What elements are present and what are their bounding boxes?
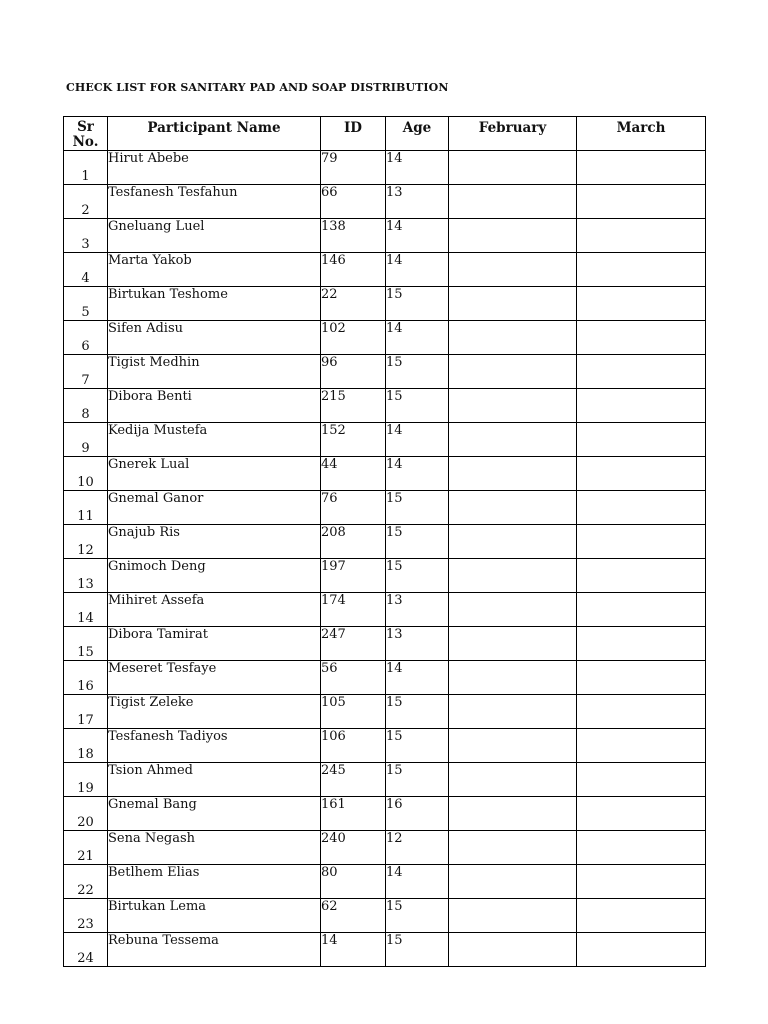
table-row [64, 865, 706, 899]
table-row [64, 253, 706, 287]
february-check-cell[interactable] [449, 151, 577, 185]
table-row [64, 763, 706, 797]
participant-name-cell: Tesfanesh Tesfahun [108, 185, 321, 219]
february-check-cell[interactable] [449, 185, 577, 219]
participant-name-cell: Kedija Mustefa [108, 423, 321, 457]
march-check-cell[interactable] [577, 355, 706, 389]
participant-age-cell: 13 [386, 627, 449, 661]
participant-name-cell: Sena Negash [108, 831, 321, 865]
february-check-cell[interactable] [449, 661, 577, 695]
participant-name-cell: Gnemal Ganor [108, 491, 321, 525]
february-check-cell[interactable] [449, 627, 577, 661]
participant-age-cell: 15 [386, 899, 449, 933]
sr-number-cell: 13 [64, 559, 108, 593]
participant-id-cell: 44 [321, 457, 386, 491]
participant-rows [64, 151, 706, 967]
column-header-sr-no: Sr No. [64, 117, 108, 151]
february-check-cell[interactable] [449, 287, 577, 321]
sr-number-cell: 19 [64, 763, 108, 797]
table-row [64, 899, 706, 933]
participant-age-cell: 14 [386, 457, 449, 491]
sr-number-cell: 12 [64, 525, 108, 559]
participant-age-cell: 15 [386, 559, 449, 593]
table-row [64, 321, 706, 355]
table-row [64, 933, 706, 967]
participant-name-cell: Tsion Ahmed [108, 763, 321, 797]
march-check-cell[interactable] [577, 185, 706, 219]
participant-name-cell: Gnajub Ris [108, 525, 321, 559]
february-check-cell[interactable] [449, 219, 577, 253]
march-check-cell[interactable] [577, 729, 706, 763]
sr-number-cell: 1 [64, 151, 108, 185]
participant-id-cell: 96 [321, 355, 386, 389]
table-row [64, 661, 706, 695]
header-row [64, 117, 706, 151]
participant-id-cell: 161 [321, 797, 386, 831]
sr-number-cell: 24 [64, 933, 108, 967]
february-check-cell[interactable] [449, 253, 577, 287]
participant-age-cell: 15 [386, 525, 449, 559]
sr-number-cell: 5 [64, 287, 108, 321]
participant-name-cell: Marta Yakob [108, 253, 321, 287]
sr-number-cell: 22 [64, 865, 108, 899]
table-row [64, 457, 706, 491]
participant-age-cell: 16 [386, 797, 449, 831]
sr-number-cell: 3 [64, 219, 108, 253]
participant-name-cell: Gnimoch Deng [108, 559, 321, 593]
participant-name-cell: Meseret Tesfaye [108, 661, 321, 695]
participant-age-cell: 12 [386, 831, 449, 865]
sr-number-cell: 10 [64, 457, 108, 491]
participant-age-cell: 15 [386, 933, 449, 967]
february-check-cell[interactable] [449, 559, 577, 593]
participant-id-cell: 174 [321, 593, 386, 627]
february-check-cell[interactable] [449, 729, 577, 763]
participant-id-cell: 197 [321, 559, 386, 593]
column-header-id: ID [321, 117, 386, 151]
participant-id-cell: 79 [321, 151, 386, 185]
table-row [64, 287, 706, 321]
participant-age-cell: 14 [386, 219, 449, 253]
sr-number-cell: 6 [64, 321, 108, 355]
sr-number-cell: 14 [64, 593, 108, 627]
participant-name-cell: Gneluang Luel [108, 219, 321, 253]
march-check-cell[interactable] [577, 593, 706, 627]
participant-name-cell: Rebuna Tessema [108, 933, 321, 967]
table-row [64, 389, 706, 423]
participant-age-cell: 15 [386, 763, 449, 797]
sr-number-cell: 8 [64, 389, 108, 423]
column-header-age: Age [386, 117, 449, 151]
participant-id-cell: 102 [321, 321, 386, 355]
february-check-cell[interactable] [449, 797, 577, 831]
february-check-cell[interactable] [449, 899, 577, 933]
sr-number-cell: 21 [64, 831, 108, 865]
march-check-cell[interactable] [577, 559, 706, 593]
table-row [64, 355, 706, 389]
march-check-cell[interactable] [577, 661, 706, 695]
distribution-checklist-table [63, 116, 706, 967]
participant-age-cell: 15 [386, 389, 449, 423]
participant-id-cell: 14 [321, 933, 386, 967]
march-check-cell[interactable] [577, 389, 706, 423]
participant-name-cell: Tesfanesh Tadiyos [108, 729, 321, 763]
march-check-cell[interactable] [577, 491, 706, 525]
table-row [64, 695, 706, 729]
sr-number-cell: 11 [64, 491, 108, 525]
february-check-cell[interactable] [449, 831, 577, 865]
sr-number-cell: 17 [64, 695, 108, 729]
table-row [64, 491, 706, 525]
participant-name-cell: Betlhem Elias [108, 865, 321, 899]
participant-id-cell: 56 [321, 661, 386, 695]
sr-number-cell: 7 [64, 355, 108, 389]
march-check-cell[interactable] [577, 627, 706, 661]
table-row [64, 525, 706, 559]
participant-id-cell: 66 [321, 185, 386, 219]
participant-name-cell: Gnerek Lual [108, 457, 321, 491]
participant-age-cell: 14 [386, 423, 449, 457]
february-check-cell[interactable] [449, 457, 577, 491]
march-check-cell[interactable] [577, 831, 706, 865]
participant-age-cell: 15 [386, 695, 449, 729]
participant-name-cell: Hirut Abebe [108, 151, 321, 185]
participant-id-cell: 62 [321, 899, 386, 933]
march-check-cell[interactable] [577, 457, 706, 491]
participant-name-cell: Tigist Medhin [108, 355, 321, 389]
column-header-participant-name: Participant Name [108, 117, 321, 151]
february-check-cell[interactable] [449, 423, 577, 457]
sr-number-cell: 15 [64, 627, 108, 661]
participant-age-cell: 15 [386, 287, 449, 321]
march-check-cell[interactable] [577, 933, 706, 967]
participant-age-cell: 13 [386, 593, 449, 627]
participant-name-cell: Mihiret Assefa [108, 593, 321, 627]
march-check-cell[interactable] [577, 151, 706, 185]
february-check-cell[interactable] [449, 389, 577, 423]
table-row [64, 627, 706, 661]
participant-age-cell: 15 [386, 355, 449, 389]
table-row [64, 831, 706, 865]
february-check-cell[interactable] [449, 355, 577, 389]
participant-id-cell: 245 [321, 763, 386, 797]
participant-age-cell: 14 [386, 661, 449, 695]
participant-name-cell: Tigist Zeleke [108, 695, 321, 729]
participant-age-cell: 14 [386, 321, 449, 355]
sr-number-cell: 18 [64, 729, 108, 763]
february-check-cell[interactable] [449, 695, 577, 729]
sr-number-cell: 4 [64, 253, 108, 287]
participant-age-cell: 14 [386, 151, 449, 185]
table-row [64, 423, 706, 457]
february-check-cell[interactable] [449, 525, 577, 559]
march-check-cell[interactable] [577, 287, 706, 321]
participant-id-cell: 208 [321, 525, 386, 559]
sr-number-cell: 20 [64, 797, 108, 831]
table-row [64, 151, 706, 185]
march-check-cell[interactable] [577, 253, 706, 287]
participant-name-cell: Birtukan Lema [108, 899, 321, 933]
table-row [64, 219, 706, 253]
participant-id-cell: 152 [321, 423, 386, 457]
participant-id-cell: 76 [321, 491, 386, 525]
participant-name-cell: Birtukan Teshome [108, 287, 321, 321]
march-check-cell[interactable] [577, 423, 706, 457]
participant-id-cell: 215 [321, 389, 386, 423]
march-check-cell[interactable] [577, 695, 706, 729]
february-check-cell[interactable] [449, 491, 577, 525]
participant-id-cell: 247 [321, 627, 386, 661]
table-row [64, 559, 706, 593]
participant-name-cell: Gnemal Bang [108, 797, 321, 831]
table-row [64, 593, 706, 627]
participant-name-cell: Dibora Benti [108, 389, 321, 423]
participant-name-cell: Sifen Adisu [108, 321, 321, 355]
sr-number-cell: 2 [64, 185, 108, 219]
march-check-cell[interactable] [577, 899, 706, 933]
participant-id-cell: 240 [321, 831, 386, 865]
participant-age-cell: 15 [386, 491, 449, 525]
february-check-cell[interactable] [449, 865, 577, 899]
participant-age-cell: 15 [386, 729, 449, 763]
document-title: CHECK LIST FOR SANITARY PAD AND SOAP DISTRIBUTION [66, 81, 449, 94]
february-check-cell[interactable] [449, 593, 577, 627]
column-header-february: February [449, 117, 577, 151]
participant-name-cell: Dibora Tamirat [108, 627, 321, 661]
table-row [64, 729, 706, 763]
participant-id-cell: 146 [321, 253, 386, 287]
march-check-cell[interactable] [577, 219, 706, 253]
participant-age-cell: 13 [386, 185, 449, 219]
march-check-cell[interactable] [577, 321, 706, 355]
march-check-cell[interactable] [577, 763, 706, 797]
february-check-cell[interactable] [449, 763, 577, 797]
february-check-cell[interactable] [449, 321, 577, 355]
march-check-cell[interactable] [577, 865, 706, 899]
sr-number-cell: 23 [64, 899, 108, 933]
march-check-cell[interactable] [577, 525, 706, 559]
participant-age-cell: 14 [386, 253, 449, 287]
participant-age-cell: 14 [386, 865, 449, 899]
participant-id-cell: 80 [321, 865, 386, 899]
sr-number-cell: 16 [64, 661, 108, 695]
march-check-cell[interactable] [577, 797, 706, 831]
participant-id-cell: 22 [321, 287, 386, 321]
table-row [64, 797, 706, 831]
february-check-cell[interactable] [449, 933, 577, 967]
participant-id-cell: 105 [321, 695, 386, 729]
sr-number-cell: 9 [64, 423, 108, 457]
table-row [64, 185, 706, 219]
column-header-march: March [577, 117, 706, 151]
participant-id-cell: 106 [321, 729, 386, 763]
participant-id-cell: 138 [321, 219, 386, 253]
